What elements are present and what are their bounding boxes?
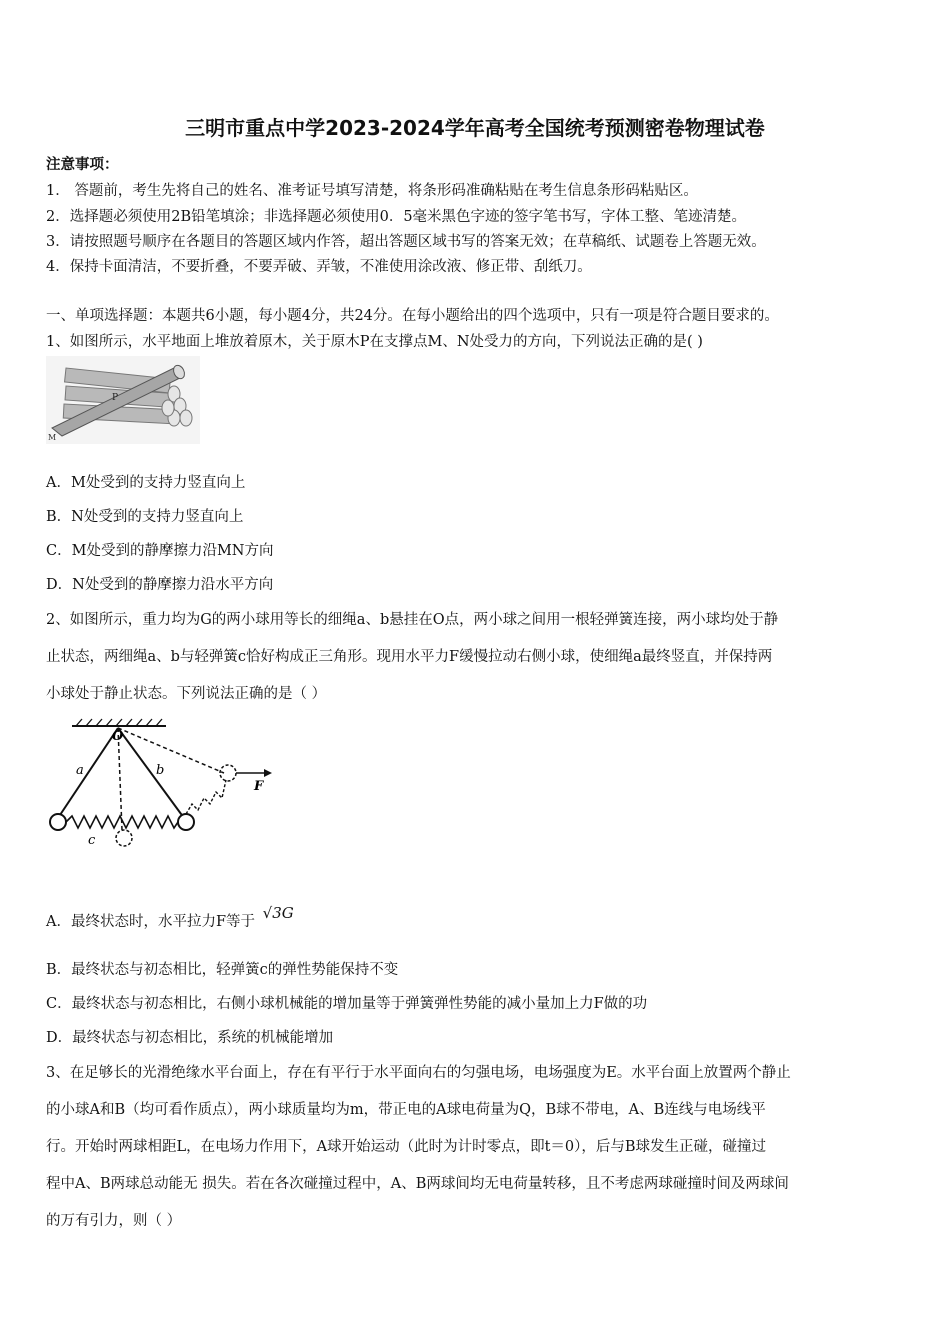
question-3-stem-line: 的小球A和B（均可看作质点），两小球质量均为m，带正电的A球电荷量为Q，B球不带电，A、B连线与电场线平: [46, 1102, 766, 1118]
notice-item: 4．保持卡面清洁，不要折叠，不要弄破、弄皱，不准使用涂改液、修正带、刮纸刀。: [46, 259, 592, 275]
q2-option-a-formula: √3G: [262, 904, 294, 922]
q1-option-c: C．M处受到的静摩擦力沿MN方向: [46, 543, 274, 559]
q2-option-a-text: A．最终状态时，水平拉力F等于: [46, 914, 256, 930]
label-f: F: [254, 779, 264, 794]
label-p: P: [112, 393, 119, 403]
label-a: a: [76, 763, 84, 778]
question-2-stem-line: 2、如图所示，重力均为G的两小球用等长的细绳a、b悬挂在O点，两小球之间用一根轻弹簧连接，两小球均处于静: [46, 612, 779, 628]
q2-option-d: D．最终状态与初态相比，系统的机械能增加: [46, 1030, 334, 1046]
log-pile-figure: [46, 356, 200, 444]
section-heading: 一、单项选择题：本题共6小题，每小题4分，共24分。在每小题给出的四个选项中，只有一项是符合题目要求的。: [46, 308, 779, 324]
question-3-stem-line: 3、在足够长的光滑绝缘水平台面上，存在有平行于水平面向右的匀强电场，电场强度为E。水平台面上放置两个静止: [46, 1065, 791, 1081]
notice-item: 3．请按照题号顺序在各题目的答题区域内作答，超出答题区域书写的答案无效；在草稿纸、试题卷上答题无效。: [46, 234, 766, 250]
label-m: M: [48, 433, 57, 442]
question-2-stem-line: 止状态，两细绳a、b与轻弹簧c恰好构成正三角形。现用水平力F缓慢拉动右侧小球，使细绳a最终竖直，并保持两: [46, 649, 773, 665]
question-3-stem-line: 行。开始时两球相距L，在电场力作用下，A球开始运动（此时为计时零点，即t＝0），后与B球发生正碰，碰撞过: [46, 1139, 767, 1155]
question-2-stem-line: 小球处于静止状态。下列说法正确的是（ ）: [46, 686, 327, 702]
label-o: O: [112, 729, 124, 744]
question-3-stem-line: 程中A、B两球总动能无 损失。若在各次碰撞过程中，A、B两球间均无电荷量转移，且不考虑两球碰撞时间及两球间: [46, 1176, 789, 1192]
notice-heading: 注意事项：: [46, 156, 119, 173]
q2-option-c: C．最终状态与初态相比，右侧小球机械能的增加量等于弹簧弹性势能的减小量加上力F做的功: [46, 996, 648, 1012]
q1-option-d: D．N处受到的静摩擦力沿水平方向: [46, 577, 274, 593]
spring-balls-figure: [46, 718, 276, 858]
notice-item: 2．选择题必须使用2B铅笔填涂；非选择题必须使用0．5毫米黑色字迹的签字笔书写，字体工整、笔迹清楚。: [46, 209, 747, 225]
question-3-stem-line: 的万有引力，则（ ）: [46, 1213, 182, 1229]
q1-option-a: A．M处受到的支持力竖直向上: [46, 475, 246, 491]
q2-option-a: [46, 904, 294, 931]
q2-option-b: B．最终状态与初态相比，轻弹簧c的弹性势能保持不变: [46, 962, 399, 978]
notice-item: 1． 答题前，考生先将自己的姓名、准考证号填写清楚，将条形码准确粘贴在考生信息条形码粘贴区。: [46, 183, 698, 199]
label-b: b: [156, 763, 165, 778]
question-1-stem: 1、如图所示，水平地面上堆放着原木，关于原木P在支撑点M、N处受力的方向，下列说法正确的是( ): [46, 334, 703, 350]
q1-option-b: B．N处受到的支持力竖直向上: [46, 509, 244, 525]
page-title: 三明市重点中学2023-2024学年高考全国统考预测密卷物理试卷: [185, 116, 765, 140]
label-c: c: [88, 833, 96, 848]
